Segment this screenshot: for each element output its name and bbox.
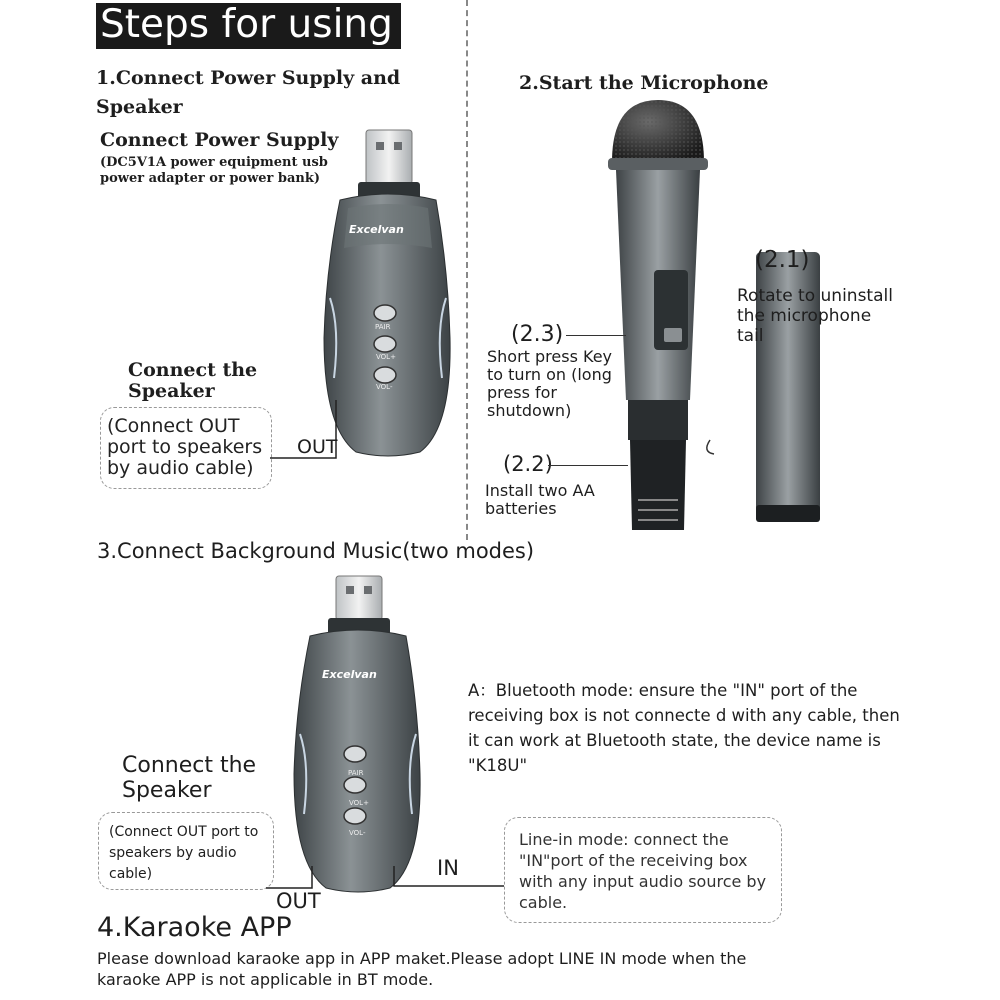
connect-speaker-title: Connect the Speaker [128,359,258,402]
step-2-2-desc: Install two AA batteries [485,481,595,518]
speaker-note-2: (Connect OUT port to speakers by audio cable) [109,824,259,882]
speaker-note: (Connect OUT port to speakers by audio cable) [107,415,263,479]
in-port-label: IN [437,856,459,880]
voldown-button-label-2: VOL- [349,829,366,837]
step4-desc: Please download karaoke app in APP maket.Please adopt LINE IN mode when the karaoke APP is not applicable in BT mode. [97,949,747,989]
step-2-2-pointer [548,465,628,466]
step-2-1-desc: Rotate to uninstall the microphone tail [737,286,893,346]
step-2-3-pointer [566,335,626,336]
connect-speaker-title-2: Connect the Speaker [122,753,257,803]
voldown-button-label: VOL- [376,383,393,391]
device-brand: Excelvan [349,223,404,236]
step3-heading: 3.Connect Background Music(two modes) [97,539,535,563]
speaker-note-bubble [100,407,272,489]
receiver-device-illustration-2 [272,574,442,894]
step-2-3-label: (2.3) [511,322,564,347]
pair-button-label-2: PAIR [348,769,364,777]
step-2-1-label: (2.1) [755,247,810,273]
line-in-mode-desc: Line-in mode: connect the "IN"port of the receiving box with any input audio source by cable. [519,830,767,912]
page-title: Steps for using [96,3,401,49]
step4-heading: 4.Karaoke APP [97,912,292,943]
device-brand-2: Excelvan [322,668,377,681]
step-2-2-label: (2.2) [503,452,553,476]
out-port-label-2: OUT [276,889,321,913]
line-in-mode-bubble [504,817,782,923]
step2-heading: 2.Start the Microphone [519,72,769,94]
power-supply-title: Connect Power Supply [100,129,339,151]
volup-button-label-2: VOL+ [349,799,369,807]
volup-button-label: VOL+ [376,353,396,361]
power-supply-note: (DC5V1A power equipment usb power adapter or power bank) [100,155,328,186]
step-2-3-desc: Short press Key to turn on (long press for shutdown) [487,347,613,420]
bluetooth-mode-desc: A：Bluetooth mode: ensure the "IN" port of the receiving box is not connecte d with any cable, then it can work at Bluetooth state, the device name is "K18U" [468,681,900,775]
speaker-note-bubble-2 [98,812,274,890]
step1-heading: 1.Connect Power Supply and Speaker [96,67,401,118]
pair-button-label: PAIR [375,323,391,331]
out-port-label: OUT [297,436,338,458]
